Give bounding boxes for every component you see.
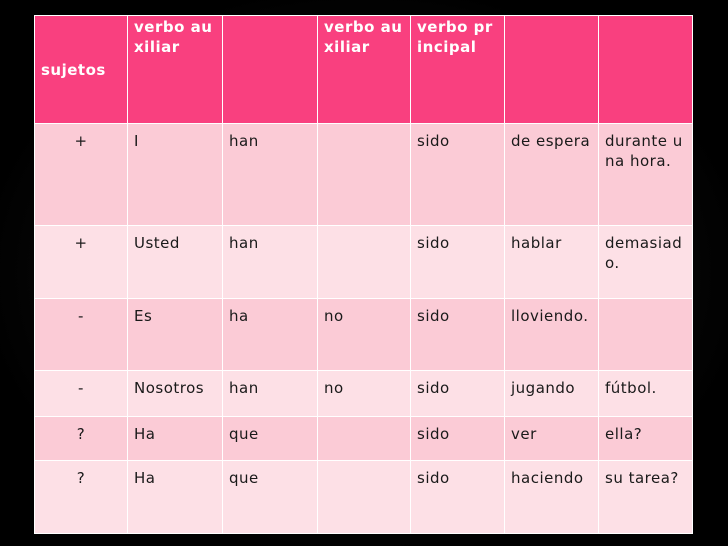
table-cell: ?: [35, 461, 128, 534]
table-cell: demasiado.: [599, 226, 693, 299]
table-cell: [318, 226, 411, 299]
table-cell: que: [223, 461, 318, 534]
table-cell: que: [223, 417, 318, 461]
table-cell: jugando: [505, 371, 599, 417]
grammar-table: [34, 15, 693, 534]
table-cell: Ha: [128, 417, 223, 461]
table-cell: [318, 417, 411, 461]
table-cell: sido: [411, 371, 505, 417]
header-cell-verbo-principal: verbo principal: [411, 16, 505, 124]
table-cell: durante una hora.: [599, 124, 693, 226]
header-cell-sujetos: sujetos: [35, 16, 128, 124]
table-cell: -: [35, 371, 128, 417]
header-cell-verbo-auxiliar-2: verbo auxiliar: [318, 16, 411, 124]
table-cell: no: [318, 371, 411, 417]
table-cell: +: [35, 124, 128, 226]
table-cell: Ha: [128, 461, 223, 534]
table-cell: ha: [223, 299, 318, 371]
header-cell-verbo-auxiliar: verbo auxiliar: [128, 16, 223, 124]
header-row: [35, 16, 693, 124]
table-row: [35, 226, 693, 299]
table-cell: han: [223, 124, 318, 226]
table-cell: I: [128, 124, 223, 226]
table-cell: haciendo: [505, 461, 599, 534]
table-row: [35, 299, 693, 371]
table-row: [35, 124, 693, 226]
table-cell: ?: [35, 417, 128, 461]
table-cell: Es: [128, 299, 223, 371]
table-cell: Nosotros: [128, 371, 223, 417]
table-cell: han: [223, 226, 318, 299]
table-cell: sido: [411, 299, 505, 371]
table-cell: hablar: [505, 226, 599, 299]
table-cell: sido: [411, 124, 505, 226]
table-cell: de espera: [505, 124, 599, 226]
table-cell: ver: [505, 417, 599, 461]
table-cell: no: [318, 299, 411, 371]
table-cell: su tarea?: [599, 461, 693, 534]
table-cell: sido: [411, 226, 505, 299]
table-cell: lloviendo.: [505, 299, 599, 371]
header-cell-empty: [223, 16, 318, 124]
table-row: [35, 417, 693, 461]
table-cell: [318, 124, 411, 226]
table-cell: [599, 299, 693, 371]
table-cell: sido: [411, 417, 505, 461]
table-cell: ella?: [599, 417, 693, 461]
table-row: [35, 371, 693, 417]
header-cell-empty: [599, 16, 693, 124]
table-row: [35, 461, 693, 534]
table-cell: +: [35, 226, 128, 299]
table-cell: fútbol.: [599, 371, 693, 417]
table-cell: Usted: [128, 226, 223, 299]
table-cell: [318, 461, 411, 534]
table-cell: sido: [411, 461, 505, 534]
header-cell-empty: [505, 16, 599, 124]
table-cell: han: [223, 371, 318, 417]
table-cell: -: [35, 299, 128, 371]
